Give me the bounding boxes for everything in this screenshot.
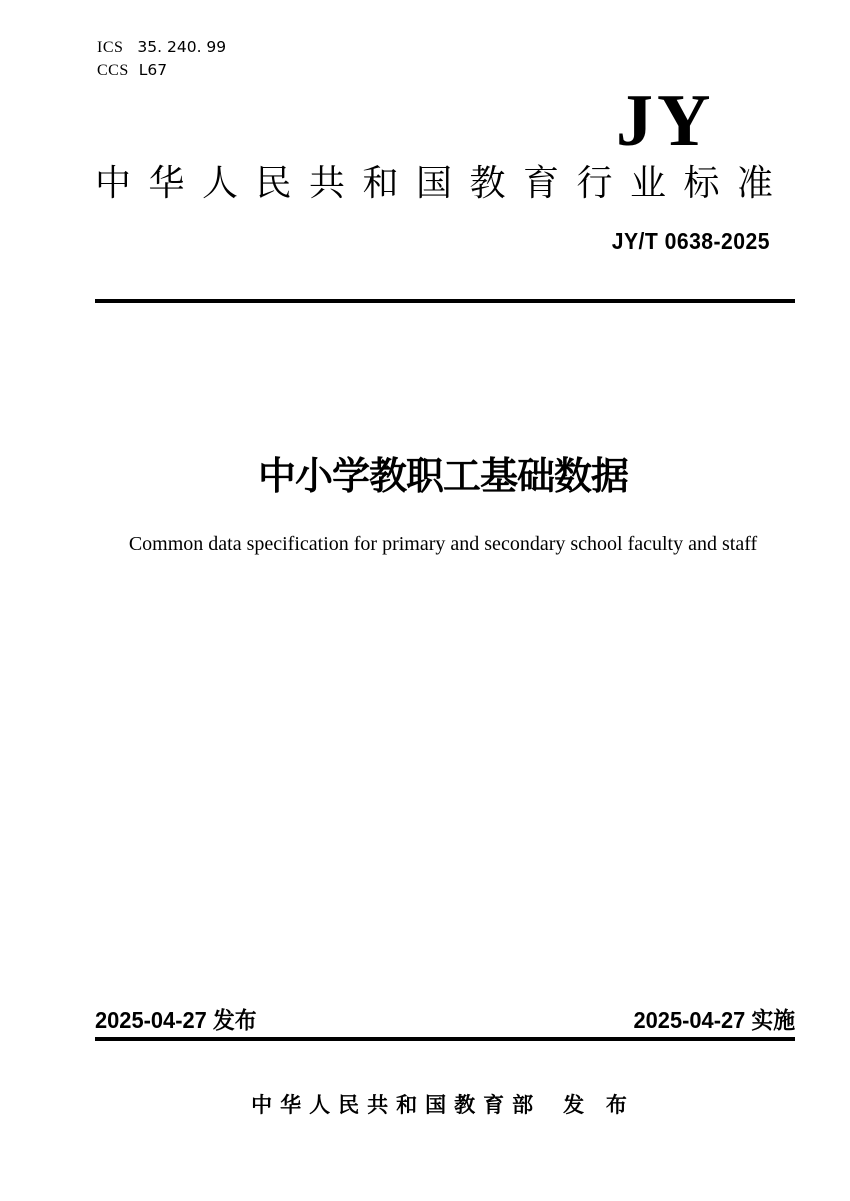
footer-rule	[95, 1037, 795, 1041]
ics-line	[97, 36, 226, 59]
implementation-date: 2025-04-27 实施	[633, 1007, 795, 1033]
publisher-name: 中华人民共和国教育部	[251, 1094, 542, 1117]
issue-date: 2025-04-27 发布	[95, 1007, 257, 1033]
dates-row	[95, 1006, 795, 1034]
ccs-value: L67	[138, 61, 168, 79]
ics-label: ICS	[97, 39, 124, 56]
jy-standard-logo: JY	[616, 80, 715, 162]
ccs-line	[97, 59, 226, 82]
standard-number: JY/T 0638-2025	[611, 228, 770, 254]
header-rule	[95, 299, 795, 303]
national-standard-heading: 中华人民共和国教育行业标准	[95, 162, 791, 203]
ccs-label: CCS	[97, 62, 129, 79]
document-title-english: Common data specification for primary and secondary school faculty and staff	[128, 533, 758, 555]
classification-codes	[97, 36, 226, 82]
publisher-line	[88, 1092, 798, 1120]
document-title-chinese: 中小学教职工基础数据	[257, 456, 628, 498]
publisher-action: 发 布	[563, 1094, 635, 1117]
ics-value: 35. 240. 99	[137, 38, 227, 56]
